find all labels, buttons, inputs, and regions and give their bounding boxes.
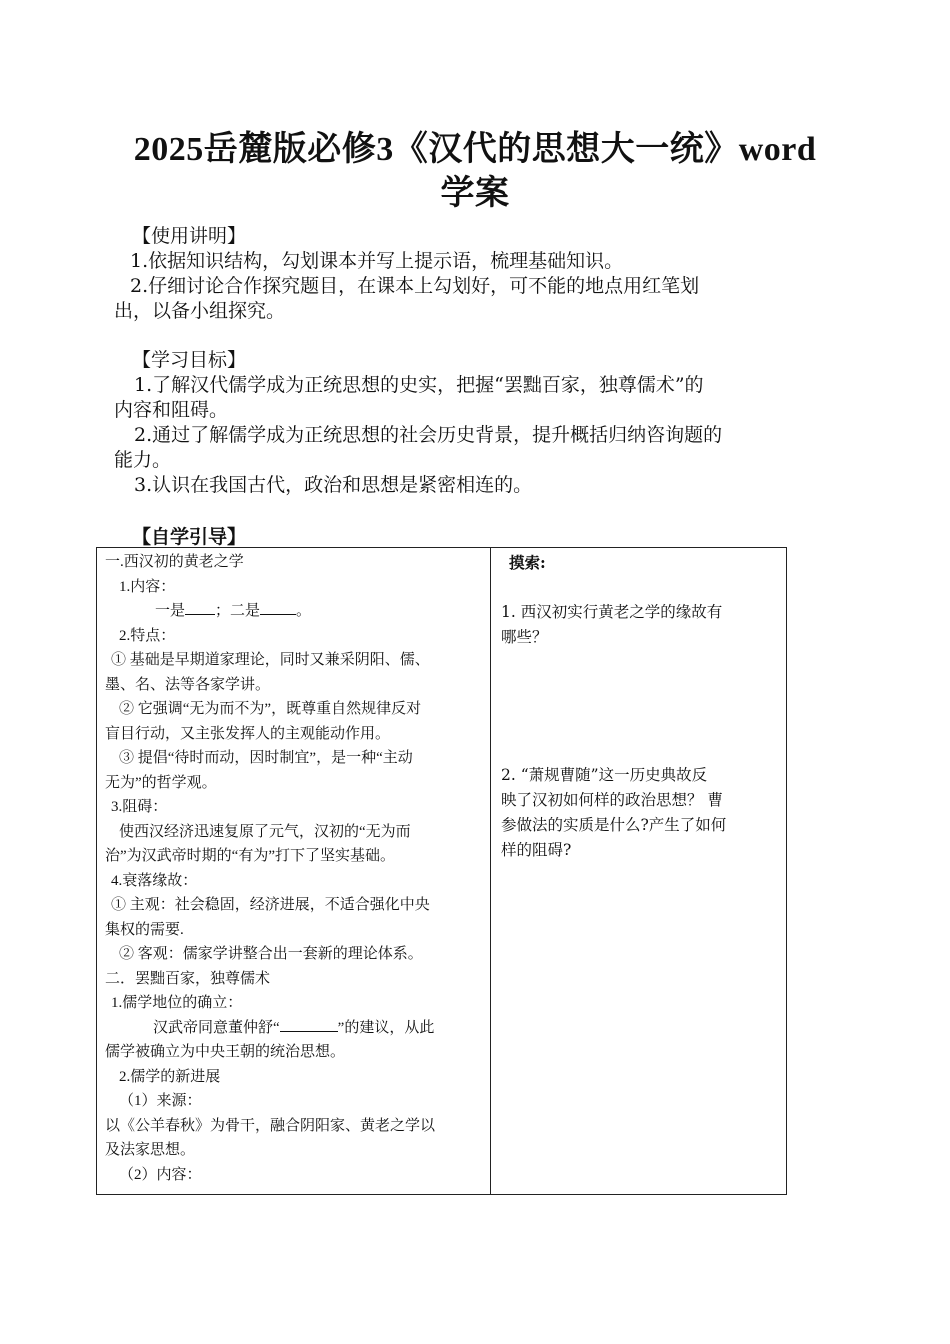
explore-heading: 摸索: [509, 553, 546, 572]
question-1-line-1: 1. 西汉初实行黄老之学的缘故有 [501, 603, 723, 621]
progress-content-label: （2）内容： [119, 1166, 202, 1183]
section-2-title: 二．罢黜百家，独尊儒术 [105, 970, 271, 987]
feature-3-line-1: ③ 提倡“待时而动，因时制宜”，是一种“主动 [119, 750, 413, 766]
guide-heading: 【自学引导】 [132, 526, 247, 548]
goals-item-3: 3.认识在我国古代，政治和思想是紧密相连的。 [134, 474, 533, 496]
decline-1-line-1: ① 主观：社会稳固，经济进展，不适合强化中央 [111, 897, 430, 913]
decline-1-line-2: 集权的需要. [105, 921, 184, 938]
impact-line-1: 使西汉经济迅速复原了元气，汉初的“无为而 [119, 823, 411, 840]
section-2-status-label: 1.儒学地位的确立： [111, 995, 243, 1011]
usage-item-2-line-2: 出，以备小组探究。 [114, 300, 286, 322]
feature-1-line-2: 墨、名、法等各家学讲。 [105, 676, 271, 693]
usage-section [114, 224, 834, 324]
impact-line-2: 治”为汉武帝时期的“有为”打下了坚实基础。 [105, 848, 395, 864]
question-2-line-3: 参做法的实质是什么?产生了如何 [501, 816, 727, 834]
decline-2: ② 客观：儒家学讲整合出一套新的理论体系。 [119, 946, 423, 962]
blank-suffix: 。 [296, 603, 312, 619]
feature-3-line-2: 无为”的哲学观。 [105, 774, 217, 791]
question-2-line-4: 样的阻碍? [501, 841, 572, 859]
question-2-line-2: 映了汉初如何样的政治思想？ 曹 [501, 791, 723, 809]
blank-prefix-2: ；二是 [215, 603, 261, 619]
section-1-title: 一.西汉初的黄老之学 [105, 554, 244, 570]
goals-item-1-line-2: 内容和阻碍。 [114, 399, 229, 421]
study-left-column [97, 548, 491, 1195]
progress-source-label: （1）来源： [119, 1093, 202, 1109]
section-1-decline-label: 4.衰落缘故： [111, 872, 198, 889]
goals-heading: 【学习目标】 [132, 349, 247, 371]
fill-blank-2[interactable] [260, 599, 296, 615]
study-right-column [491, 548, 787, 1195]
status-line-2: 儒学被确立为中央王朝的统治思想。 [105, 1044, 346, 1060]
status-text-b: ”的建议，从此 [337, 1019, 435, 1036]
goals-section [114, 348, 834, 498]
section-1-features-label: 2.特点： [119, 627, 176, 644]
feature-2-line-1: ② 它强调“无为而不为”，既尊重自然规律反对 [119, 701, 422, 717]
feature-2-line-2: 盲目行动，又主张发挥人的主观能动作用。 [105, 725, 391, 742]
section-1-content-blanks [105, 599, 484, 624]
title-line-2: 学案 [440, 175, 510, 212]
progress-source-line-1: 以《公羊春秋》为骨干，融合阴阳家、黄老之学以 [105, 1117, 436, 1134]
fill-blank-3[interactable] [280, 1016, 338, 1032]
usage-heading: 【使用讲明】 [132, 225, 247, 247]
usage-item-1: 1.依据知识结构，勾划课本并写上提示语，梳理基础知识。 [130, 250, 624, 272]
question-2-line-1: 2. “萧规曹随”这一历史典故反 [501, 766, 708, 784]
section-1-content-label: 1.内容： [119, 578, 176, 595]
feature-1-line-1: ① 基础是早期道家理论，同时又兼采阴阳、儒、 [111, 652, 430, 668]
study-table [96, 547, 787, 1195]
fill-blank-1[interactable] [185, 599, 215, 615]
title-line-1: 2025岳麓版必修3《汉代的思想大一统》word [133, 131, 817, 168]
status-line-1 [105, 1016, 484, 1041]
usage-item-2-line-1: 2.仔细讨论合作探究题目，在课本上勾划好，可不能的地点用红笔划 [130, 275, 700, 297]
document-title [100, 128, 850, 216]
blank-prefix-1: 一是 [155, 603, 186, 619]
progress-source-line-2: 及法家思想。 [105, 1142, 196, 1158]
section-1-impact-label: 3.阻碍： [111, 799, 168, 815]
section-2-progress-label: 2.儒学的新进展 [119, 1068, 221, 1085]
goals-item-1-line-1: 1.了解汉代儒学成为正统思想的史实，把握“罢黜百家，独尊儒术”的 [134, 374, 704, 396]
question-1-line-2: 哪些？ [501, 628, 548, 646]
status-text-a: 汉武帝同意董仲舒“ [153, 1019, 280, 1036]
goals-item-2-line-2: 能力。 [114, 449, 172, 471]
goals-item-2-line-1: 2.通过了解儒学成为正统思想的社会历史背景，提升概括归纳咨询题的 [134, 424, 723, 446]
